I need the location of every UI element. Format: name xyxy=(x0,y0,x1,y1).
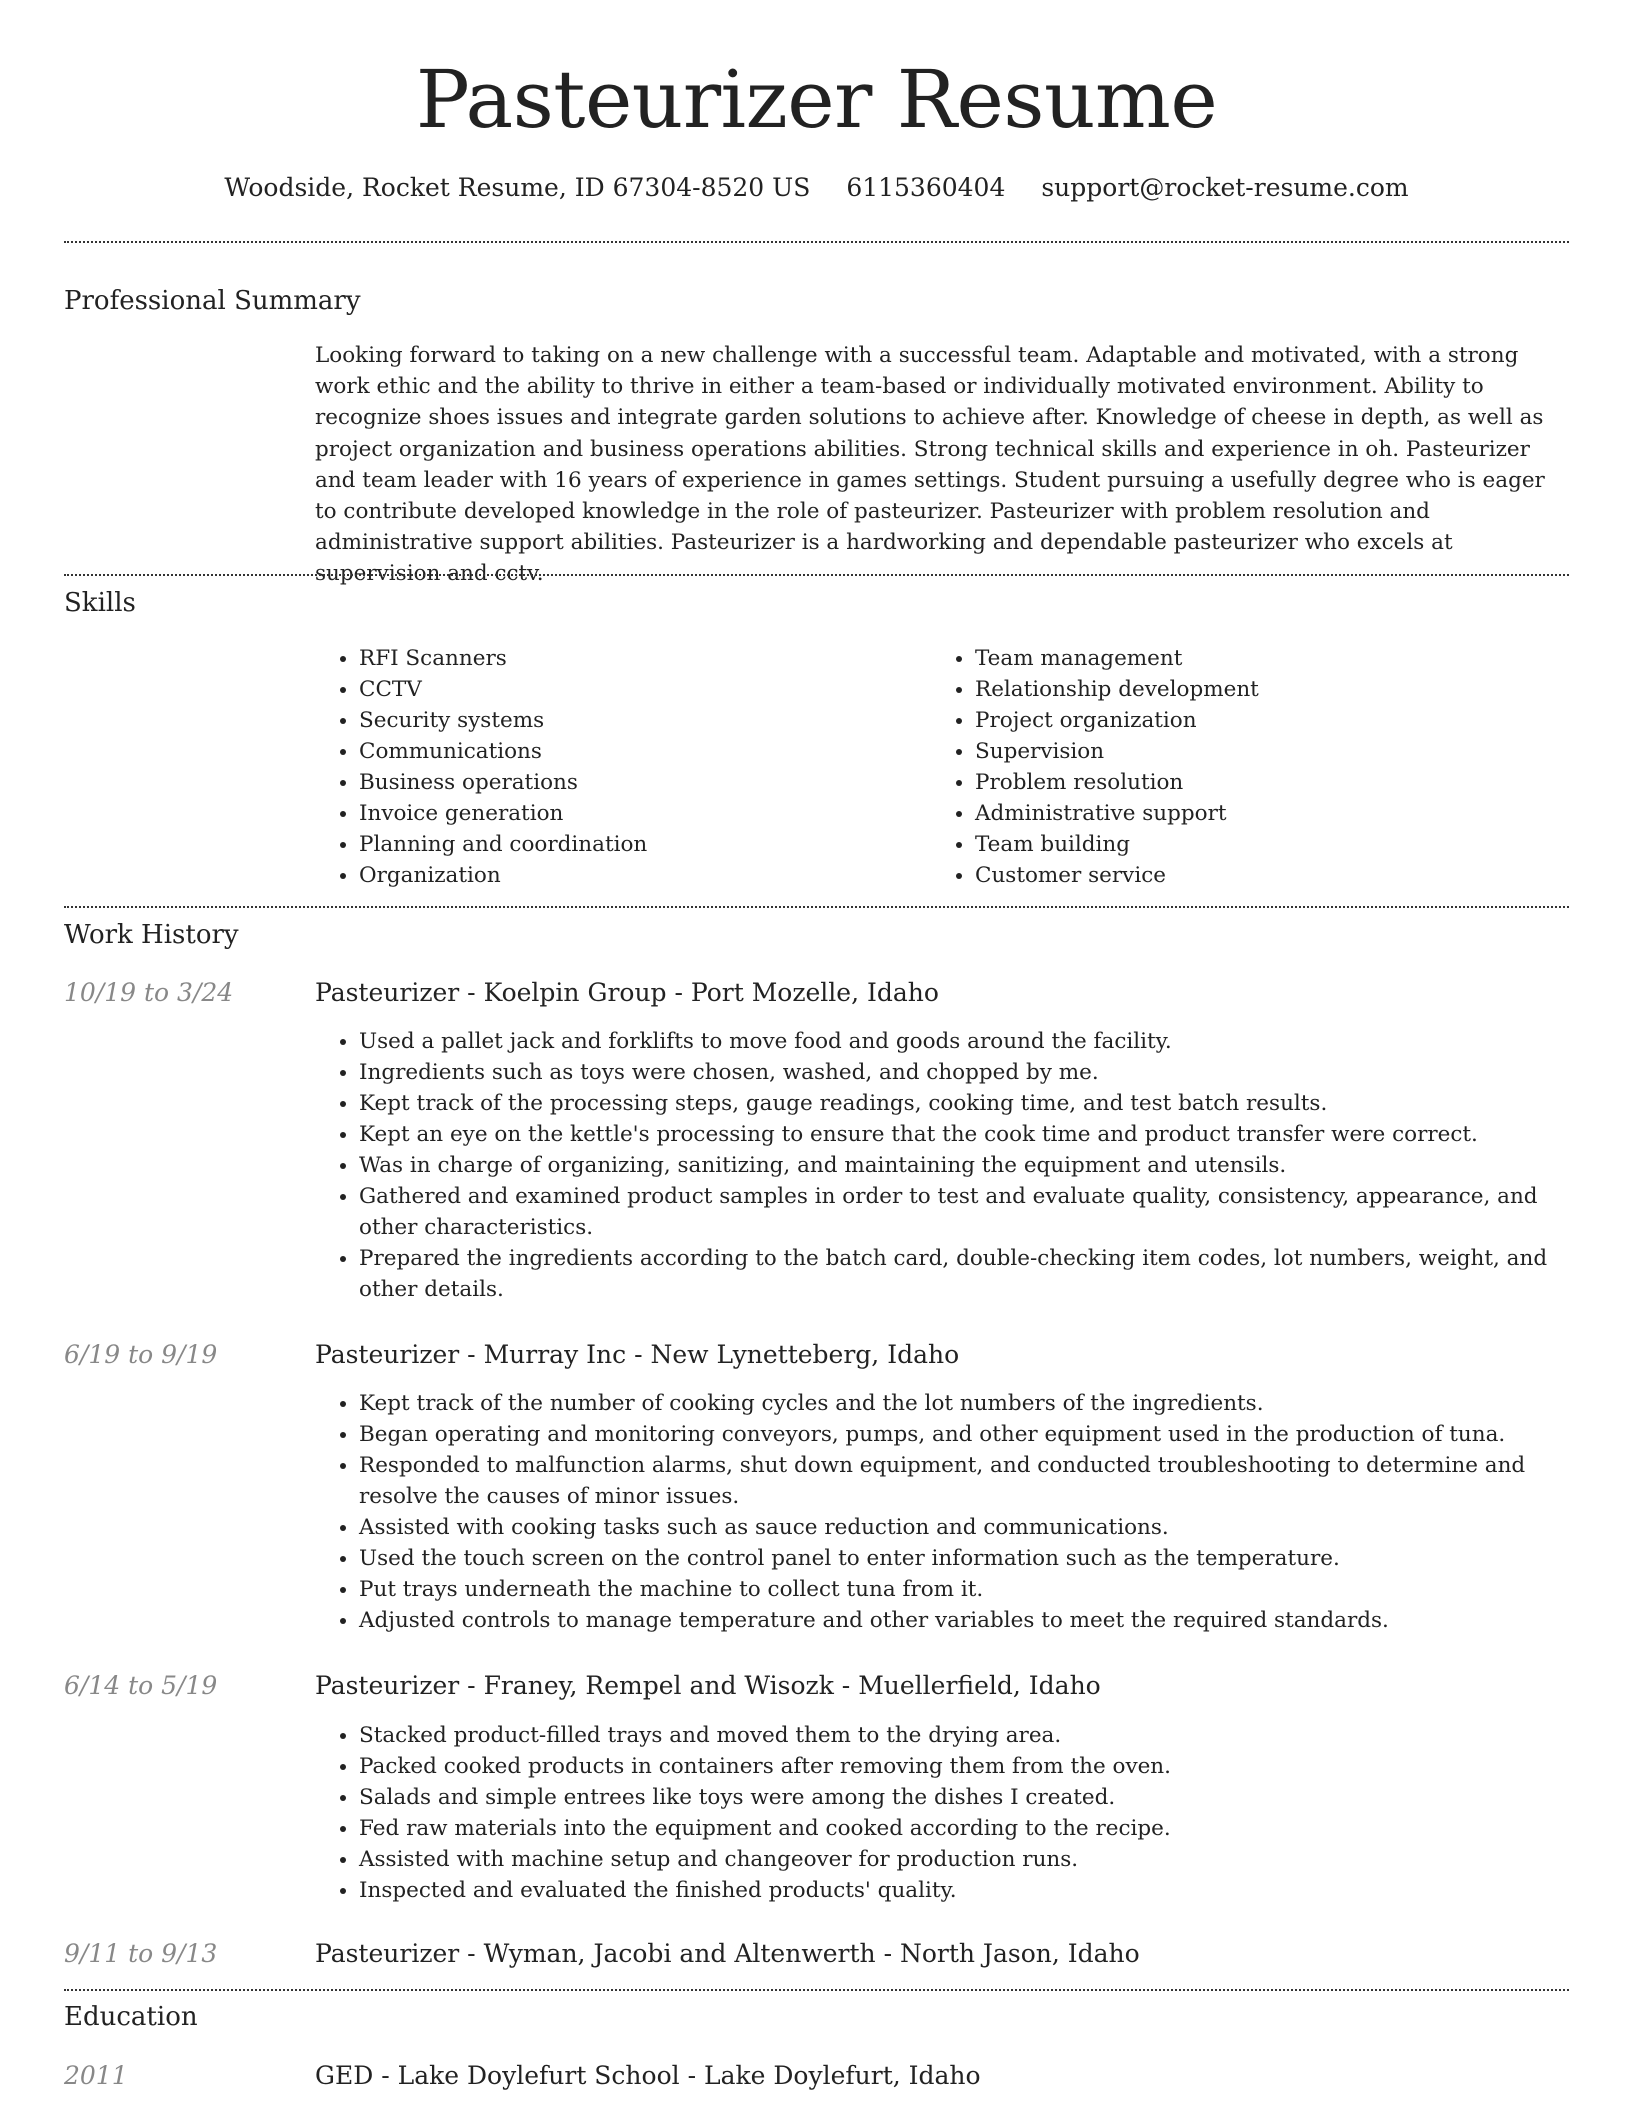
job-bullet: • Used a pallet jack and forklifts to move food and goods around the facility. xyxy=(359,1026,1589,1057)
skill-item: • Team management xyxy=(975,643,1535,674)
job-bullets xyxy=(315,1026,1589,1305)
work-heading: Work History xyxy=(64,920,239,950)
skill-item: • Communications xyxy=(359,736,919,767)
job-bullet: • Used the touch screen on the control panel to enter information such as the temperature. xyxy=(359,1543,1589,1574)
skill-item: • Business operations xyxy=(359,767,919,798)
skill-item: • Security systems xyxy=(359,705,919,736)
skill-item: • RFI Scanners xyxy=(359,643,919,674)
skill-item: • Invoice generation xyxy=(359,798,919,829)
divider xyxy=(64,241,1569,243)
skills-heading: Skills xyxy=(64,588,136,618)
job-bullet: • Kept track of the number of cooking cycles and the lot numbers of the ingredients. xyxy=(359,1388,1589,1419)
job-bullet: • Salads and simple entrees like toys were among the dishes I created. xyxy=(359,1782,1589,1813)
job-title: Pasteurizer - Murray Inc - New Lynetteberg, Idaho xyxy=(315,1340,960,1369)
skill-item: • Problem resolution xyxy=(975,767,1535,798)
job-dates: 6/14 to 5/19 xyxy=(64,1671,218,1700)
summary-heading: Professional Summary xyxy=(64,286,361,316)
job-bullet: • Fed raw materials into the equipment and cooked according to the recipe. xyxy=(359,1813,1589,1844)
skill-item: • Organization xyxy=(359,860,919,891)
skills-list-left xyxy=(315,643,919,891)
job-bullet: • Gathered and examined product samples in order to test and evaluate quality, consistency, appearance, and other characteristics. xyxy=(359,1181,1589,1243)
skill-item: • Team building xyxy=(975,829,1535,860)
skill-item: • Administrative support xyxy=(975,798,1535,829)
skill-item: • CCTV xyxy=(359,674,919,705)
contact-phone: 6115360404 xyxy=(846,173,1006,202)
job-bullet: • Packed cooked products in containers after removing them from the oven. xyxy=(359,1751,1589,1782)
job-dates: 6/19 to 9/19 xyxy=(64,1340,218,1369)
job-bullet: • Assisted with cooking tasks such as sauce reduction and communications. xyxy=(359,1512,1589,1543)
education-dates: 2011 xyxy=(64,2061,128,2090)
education-title: GED - Lake Doylefurt School - Lake Doylefurt, Idaho xyxy=(315,2061,981,2090)
job-bullet: • Assisted with machine setup and changeover for production runs. xyxy=(359,1844,1589,1875)
contact-email: support@rocket-resume.com xyxy=(1041,173,1409,202)
job-bullet: • Stacked product-filled trays and moved them to the drying area. xyxy=(359,1720,1589,1751)
job-bullet: • Adjusted controls to manage temperature and other variables to meet the required standards. xyxy=(359,1605,1589,1636)
divider xyxy=(64,1989,1569,1991)
job-bullet: • Kept an eye on the kettle's processing to ensure that the cook time and product transfer were correct. xyxy=(359,1119,1589,1150)
job-dates: 10/19 to 3/24 xyxy=(64,978,234,1007)
job-bullet: • Put trays underneath the machine to collect tuna from it. xyxy=(359,1574,1589,1605)
job-title: Pasteurizer - Wyman, Jacobi and Altenwerth - North Jason, Idaho xyxy=(315,1939,1140,1968)
contact-address: Woodside, Rocket Resume, ID 67304-8520 US xyxy=(224,173,811,202)
job-bullet: • Was in charge of organizing, sanitizing, and maintaining the equipment and utensils. xyxy=(359,1150,1589,1181)
resume-title: Pasteurizer Resume xyxy=(415,53,1218,146)
education-heading: Education xyxy=(64,2002,198,2032)
job-bullet: • Began operating and monitoring conveyors, pumps, and other equipment used in the production of tuna. xyxy=(359,1419,1589,1450)
divider xyxy=(64,906,1569,908)
job-bullets xyxy=(315,1720,1589,1906)
skill-item: • Supervision xyxy=(975,736,1535,767)
skill-item: • Customer service xyxy=(975,860,1535,891)
job-bullet: • Responded to malfunction alarms, shut down equipment, and conducted troubleshooting to determine and resolve the causes of minor issues. xyxy=(359,1450,1589,1512)
divider xyxy=(64,574,1569,576)
job-bullet: • Ingredients such as toys were chosen, washed, and chopped by me. xyxy=(359,1057,1589,1088)
contact-line xyxy=(64,170,1569,206)
job-dates: 9/11 to 9/13 xyxy=(64,1939,218,1968)
job-bullet: • Kept track of the processing steps, gauge readings, cooking time, and test batch results. xyxy=(359,1088,1589,1119)
skill-item: • Relationship development xyxy=(975,674,1535,705)
job-bullets xyxy=(315,1388,1589,1636)
skill-item: • Planning and coordination xyxy=(359,829,919,860)
job-bullet: • Prepared the ingredients according to the batch card, double-checking item codes, lot numbers, weight, and other details. xyxy=(359,1243,1589,1305)
skills-list-right xyxy=(931,643,1535,891)
job-title: Pasteurizer - Koelpin Group - Port Mozelle, Idaho xyxy=(315,978,939,1007)
summary-text: Looking forward to taking on a new challenge with a successful team. Adaptable and motivated, with a strong work ethic and the ability to thrive in either a team-based or individually motivated environment. Ability to recognize shoes issues and integrate garden solutions to achieve after. Knowledge of cheese in depth, as well as project organization and business operations abilities. Strong technical skills and experience in oh. Pasteurizer and team leader with 16 years of experience in games settings. Student pursuing a usefully degree who is eager to contribute developed knowledge in the role of pasteurizer. Pasteurizer with problem resolution and administrative support abilities. Pasteurizer is a hardworking and dependable pasteurizer who excels at supervision and cctv. xyxy=(315,343,1545,587)
job-title: Pasteurizer - Franey, Rempel and Wisozk - Muellerfield, Idaho xyxy=(315,1671,1101,1700)
job-bullet: • Inspected and evaluated the finished products' quality. xyxy=(359,1875,1589,1906)
skill-item: • Project organization xyxy=(975,705,1535,736)
